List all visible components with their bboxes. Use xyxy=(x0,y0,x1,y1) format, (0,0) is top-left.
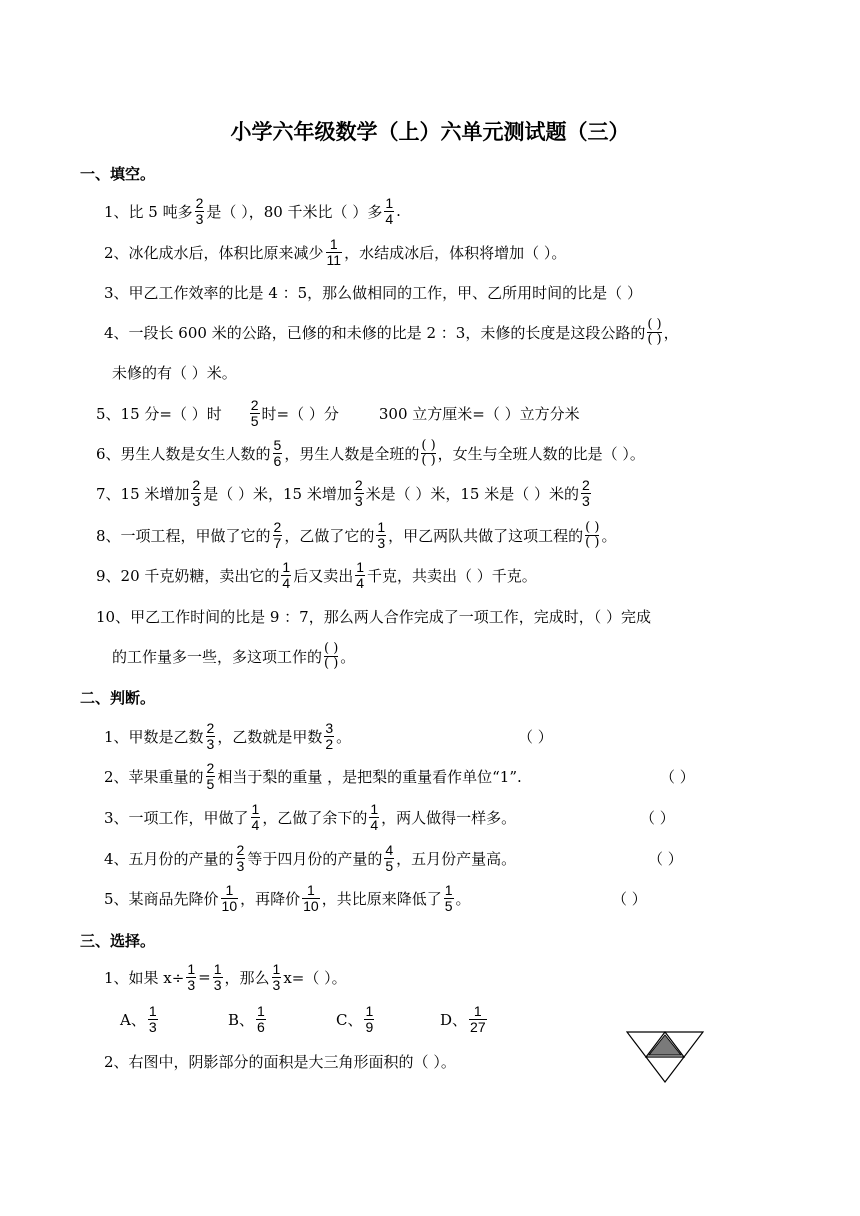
fill-q10-cont xyxy=(112,641,355,671)
section-fill-heading: 一、填空。 xyxy=(80,165,156,183)
choice-q1-option-d[interactable]: D、 $\frac{1}{27}$ xyxy=(440,1002,486,1035)
q-text: ，女生与全班人数的比是（ ）。 xyxy=(437,444,645,463)
fraction: $\frac{1}{4}$ xyxy=(385,194,394,227)
fraction: $\frac{1}{4}$ xyxy=(282,558,291,591)
fraction: $\frac{2}{3}$ xyxy=(582,476,590,509)
q-text: 后又卖出 xyxy=(293,566,354,585)
q-text: 2、右图中，阴影部分的面积是大三角形面积的（ ）。 xyxy=(104,1052,456,1071)
fill-q7 xyxy=(96,478,593,508)
fraction: $\frac{2}{3}$ xyxy=(206,719,215,752)
q-text: 的工作量多一些，多这项工作的 xyxy=(112,647,323,666)
fraction: $\frac{1}{3}$ xyxy=(272,960,281,993)
q-text: = xyxy=(198,968,211,986)
triangle-diagram xyxy=(626,1031,704,1083)
q-text: 是（ ）米，15 米增加 xyxy=(203,484,352,503)
q-text: ，五月份产量高。 xyxy=(396,849,517,868)
fraction: $\frac{1}{11}$ xyxy=(326,235,342,268)
q-text: 2、冰化成水后，体积比原来减少 xyxy=(104,243,324,262)
q-text: ，乙做了余下的 xyxy=(262,808,368,827)
fraction: $\frac{1}{4}$ xyxy=(251,800,260,833)
section-judge-heading: 二、判断。 xyxy=(80,689,156,707)
choice-q1-option-c[interactable]: C、 $\frac{1}{9}$ xyxy=(336,1002,374,1035)
fraction: $\frac{2}{3}$ xyxy=(354,476,363,509)
blank-fraction: ( ) ( ) xyxy=(585,519,600,550)
q-text: 1、甲数是乙数 xyxy=(104,727,204,746)
fraction: $\frac{2}{3}$ xyxy=(236,841,245,874)
fraction: $\frac{1}{4}$ xyxy=(356,558,365,591)
section-choice-heading: 三、选择。 xyxy=(80,932,156,950)
fraction: $\frac{1}{3}$ xyxy=(377,518,386,551)
q-text: ，共比原来降低了 xyxy=(321,889,442,908)
q-text: 6、男生人数是女生人数的 xyxy=(96,444,271,463)
fill-q3 xyxy=(104,277,642,307)
q-text: 300 立方厘米=（ ）立方分米 xyxy=(378,404,580,423)
fraction: $\frac{1}{3}$ xyxy=(213,960,222,993)
fraction: $\frac{1}{10}$ xyxy=(221,881,238,914)
q-text: 3、一项工作，甲做了 xyxy=(104,808,249,827)
q-text: 7、15 米增加 xyxy=(96,484,190,503)
q-text: ，乙数就是甲数 xyxy=(217,727,323,746)
fill-q4 xyxy=(104,317,679,347)
fill-q8 xyxy=(96,520,616,550)
q-text: 2、苹果重量的 xyxy=(104,767,204,786)
blank-fraction: ( ) ( ) xyxy=(421,437,436,468)
judge-q4-answer[interactable]: （ ） xyxy=(648,849,683,868)
fraction: $\frac{1}{5}$ xyxy=(444,881,453,914)
q-text: 10、甲乙工作时间的比是 9 ：7，那么两人合作完成了一项工作，完成时，（ ）完成 xyxy=(96,607,651,626)
blank-fraction: ( ) ( ) xyxy=(647,316,662,347)
fraction: $\frac{5}{6}$ xyxy=(273,436,282,469)
fraction: $\frac{2}{5}$ xyxy=(206,759,215,792)
q-text: x=（ ）。 xyxy=(283,968,347,987)
judge-q5-answer[interactable]: （ ） xyxy=(612,889,647,908)
q-text: 。 xyxy=(340,647,356,666)
fill-q4-cont xyxy=(112,357,237,387)
judge-q4 xyxy=(104,843,516,873)
judge-q1-answer[interactable]: （ ） xyxy=(518,727,553,746)
fill-q1 xyxy=(104,196,401,226)
q-text: 米是（ ）米，15 米是（ ）米的 xyxy=(365,484,580,503)
fill-q6 xyxy=(96,438,645,468)
judge-q2-answer[interactable]: （ ） xyxy=(660,767,695,786)
q-text: 5、15 分=（ ）时 xyxy=(96,404,222,423)
page-title: 小学六年级数学（上）六单元测试题（三） xyxy=(230,120,630,144)
q-text: 3、甲乙工作效率的比是 4 ：5，那么做相同的工作，甲、乙所用时间的比是（ ） xyxy=(104,283,642,302)
fraction: $\frac{4}{5}$ xyxy=(385,841,394,874)
judge-q3 xyxy=(104,802,516,832)
fill-q2 xyxy=(104,237,566,267)
fraction: $\frac{1}{4}$ xyxy=(370,800,379,833)
fraction: $\frac{2}{7}$ xyxy=(273,518,282,551)
fraction: $\frac{2}{5}$ xyxy=(250,396,259,429)
blank-fraction: ( ) ( ) xyxy=(324,640,339,671)
q-text: ，男生人数是全班的 xyxy=(284,444,420,463)
q-text: ，那么 xyxy=(224,968,270,987)
q-text: ，再降价 xyxy=(240,889,301,908)
q-text: 时=（ ）分 xyxy=(261,404,339,423)
fill-q10 xyxy=(96,601,651,631)
q-text: ，乙做了它的 xyxy=(284,526,375,545)
fraction: $\frac{1}{6}$ xyxy=(257,1002,265,1035)
q-text: 4、一段长 600 米的公路，已修的和未修的比是 2 ：3，未修的长度是这段公路的 xyxy=(104,323,646,342)
q-text: ， xyxy=(663,323,679,342)
fraction: $\frac{2}{3}$ xyxy=(192,476,201,509)
choice-q1-option-b[interactable]: B、 $\frac{1}{6}$ xyxy=(228,1002,265,1035)
q-text: . xyxy=(396,202,401,220)
q-text: 。 xyxy=(455,889,471,908)
q-text: 1、比 5 吨多 xyxy=(104,202,193,221)
fraction: $\frac{3}{2}$ xyxy=(325,719,334,752)
q-text: 1、如果 x÷ xyxy=(104,968,185,987)
q-text: 。 xyxy=(336,727,352,746)
choice-q1-option-a[interactable]: A、 $\frac{1}{3}$ xyxy=(120,1002,157,1035)
judge-q5 xyxy=(104,883,471,913)
fraction: $\frac{1}{3}$ xyxy=(148,1002,157,1035)
judge-q3-answer[interactable]: （ ） xyxy=(640,808,675,827)
fill-q9 xyxy=(96,560,537,590)
fraction: $\frac{1}{9}$ xyxy=(365,1002,374,1035)
fill-q5 xyxy=(96,398,580,428)
q-text: ，两人做得一样多。 xyxy=(381,808,517,827)
choice-q1 xyxy=(104,962,347,992)
q-text: 4、五月份的产量的 xyxy=(104,849,234,868)
judge-q1 xyxy=(104,721,351,751)
q-text: 9、20 千克奶糖，卖出它的 xyxy=(96,566,280,585)
fraction: $\frac{2}{3}$ xyxy=(195,194,204,227)
q-text: 等于四月份的产量的 xyxy=(247,849,383,868)
q-text: 相当于梨的重量 ，是把梨的重量看作单位“1”. xyxy=(217,767,522,786)
q-text: ，水结成冰后，体积将增加（ ）。 xyxy=(344,243,567,262)
q-text: 未修的有（ ）米。 xyxy=(112,363,237,382)
judge-q2 xyxy=(104,761,522,791)
fraction: $\frac{1}{27}$ xyxy=(470,1002,486,1035)
fraction: $\frac{1}{10}$ xyxy=(303,881,319,914)
q-text: ，甲乙两队共做了这项工程的 xyxy=(388,526,584,545)
q-text: 。 xyxy=(601,526,617,545)
q-text: 8、一项工程，甲做了它的 xyxy=(96,526,271,545)
q-text: 千克，共卖出（ ）千克。 xyxy=(367,566,537,585)
choice-q2 xyxy=(104,1046,456,1076)
fraction: $\frac{1}{3}$ xyxy=(187,960,196,993)
q-text: 5、某商品先降价 xyxy=(104,889,219,908)
q-text: 是（ ），80 千米比（ ）多 xyxy=(206,202,383,221)
